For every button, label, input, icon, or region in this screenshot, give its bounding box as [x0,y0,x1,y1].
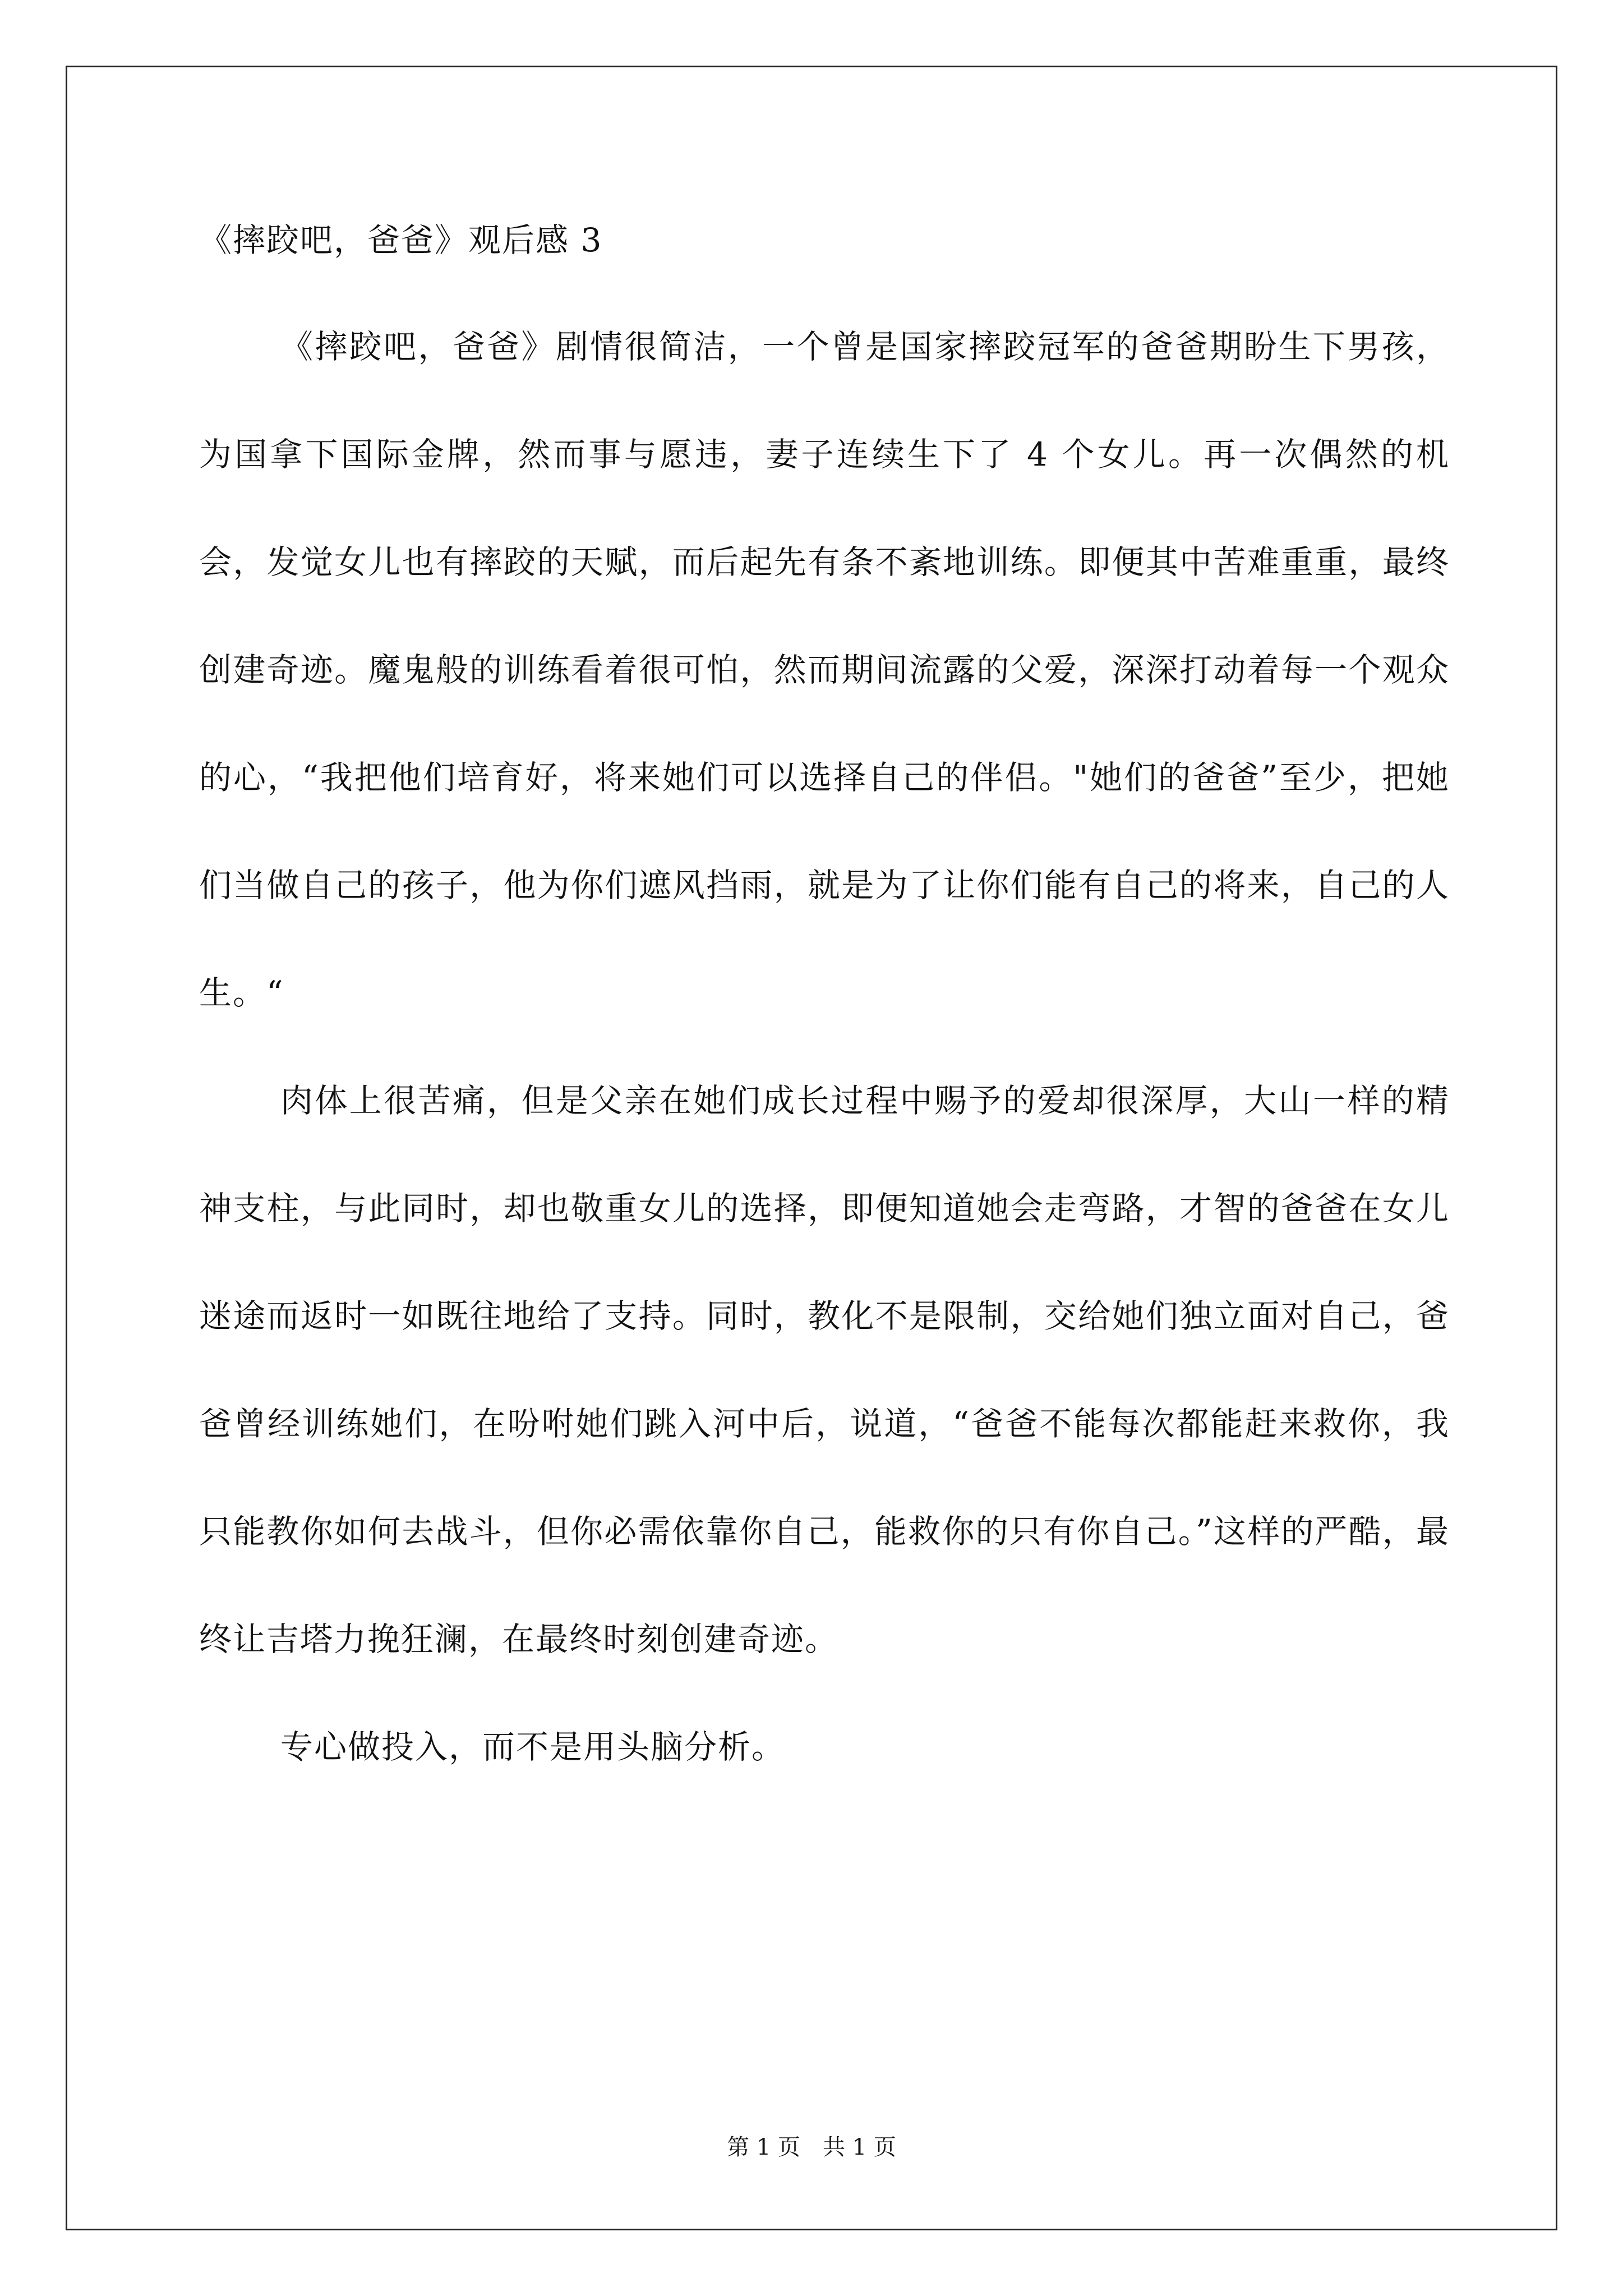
document-body [199,213,1450,1801]
page-number: 第 1 页 [727,2134,800,2160]
paragraph-1: 《摔跤吧，爸爸》剧情很简洁，一个曾是国家摔跤冠军的爸爸期盼生下男孩，为国拿下国际金牌，然而事与愿违，妻子连续生下了 4 个女儿。再一次偶然的机会，发觉女儿也有摔跤的天赋，而后起先有条不紊地训练。即便其中苦难重重，最终创建奇迹。魔鬼般的训练看着很可怕，然而期间流露的父爱，深深打动着每一个观众的心，“我把他们培育好，将来她们可以选择自己的伴侣。"她们的爸爸”至少，把她们当做自己的孩子，他为你们遮风挡雨，就是为了让你们能有自己的将来，自己的人生。“ [199,328,1450,1012]
paragraph-3: 专心做投入，而不是用头脑分析。 [280,1728,786,1766]
paragraph-2: 肉体上很苦痛，但是父亲在她们成长过程中赐予的爱却很深厚，大山一样的精神支柱，与此同时，却也敬重女儿的选择，即便知道她会走弯路，才智的爸爸在女儿迷途而返时一如既往地给了支持。同时，教化不是限制，交给她们独立面对自己，爸爸曾经训练她们，在吩咐她们跳入河中后，说道，“爸爸不能每次都能赶来救你，我只能教你如何去战斗，但你必需依靠你自己，能救你的只有你自己。”这样的严酷，最终让吉塔力挽狂澜，在最终时刻创建奇迹。 [199,1082,1450,1658]
page-total: 共 1 页 [823,2134,896,2160]
document-title: 《摔跤吧，爸爸》观后感 3 [199,221,603,259]
page-footer [0,2131,1623,2164]
